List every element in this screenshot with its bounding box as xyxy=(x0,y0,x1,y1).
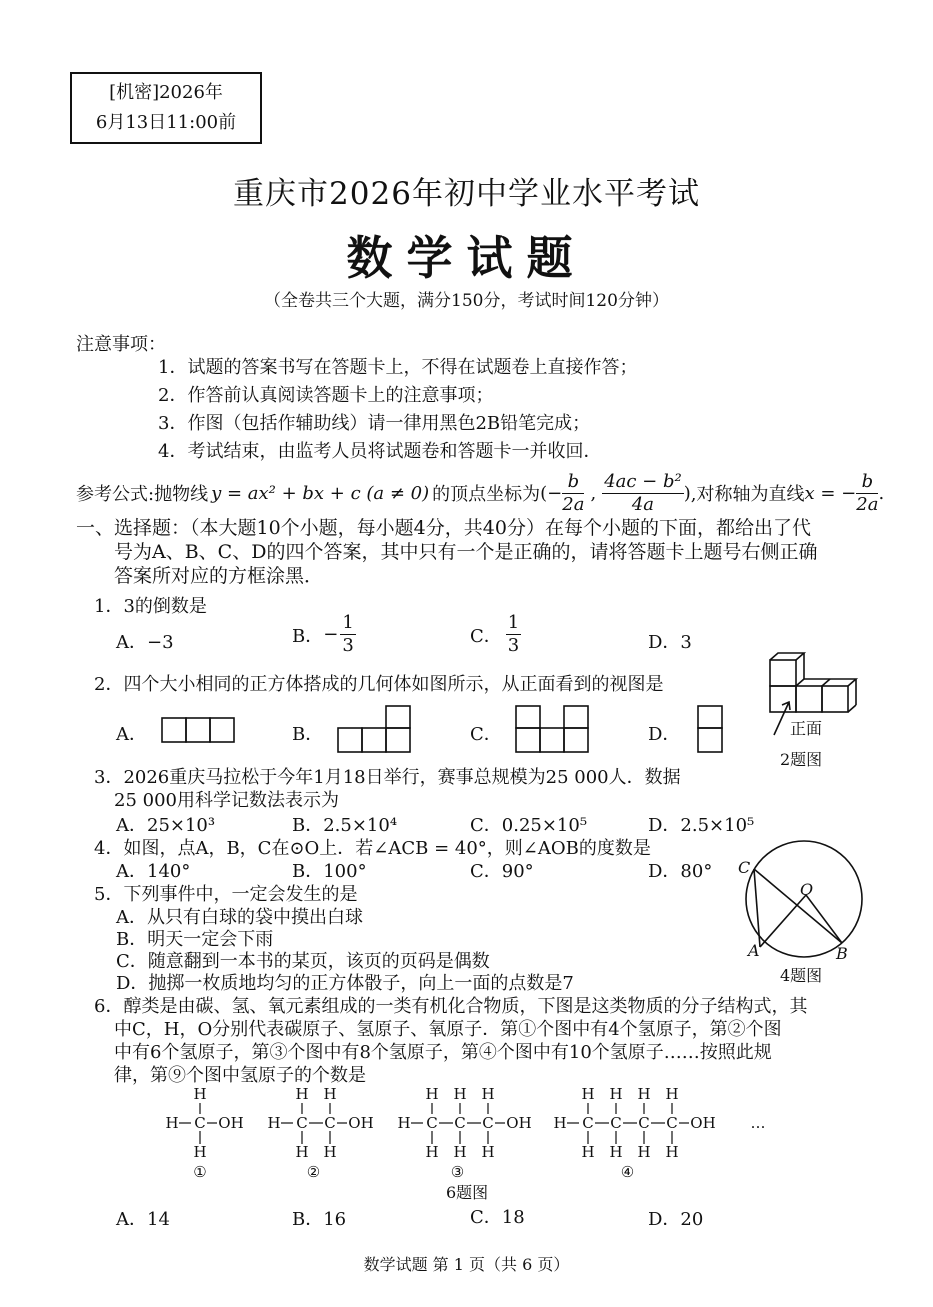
reference-formula: 参考公式:抛物线 y = ax² + bx + c (a ≠ 0) 的顶点坐标为 (− $\frac{b}{2a}$ , $\frac{\text{4ac − b²}}{4a}$ ) ,对称轴为直线 x = − $\frac{b}{2a}$ . xyxy=(76,470,885,515)
structure-number-label: ④ xyxy=(620,1163,635,1181)
section1-line1: 一、选择题：（本大题10个小题，每小题4分，共40分）在每个小题的下面，都给出了代 xyxy=(76,517,811,539)
q3-option-a: A．25×10³ xyxy=(116,815,216,836)
exam-name: 重庆市2026年初中学业水平考试 xyxy=(233,176,700,212)
q6-option-d: D．20 xyxy=(648,1209,704,1230)
confidential-line2: 6月13日11:00前 xyxy=(95,112,237,133)
hydrogen-atom: H xyxy=(193,1143,207,1161)
q2-option-b: B． xyxy=(292,724,324,745)
hydrogen-atom: H xyxy=(425,1085,439,1103)
hydroxyl-group: OH xyxy=(506,1114,532,1132)
carbon-atom: C xyxy=(610,1114,622,1132)
axis-text: ,对称轴为直线 xyxy=(690,484,805,505)
q2-view-d xyxy=(696,704,724,754)
axis-lhs: x = − xyxy=(804,482,857,504)
formula-expression: y = ax² + bx + c (a ≠ 0) xyxy=(211,482,430,504)
q3-option-c: C．0.25×10⁵ xyxy=(470,815,588,836)
hydrogen-atom: H xyxy=(295,1143,309,1161)
section1-line2: 号为A、B、C、D的四个答案，其中只有一个是正确的，请将答题卡上题号右侧正确 xyxy=(114,541,818,563)
hydrogen-atom: H xyxy=(323,1085,337,1103)
q4-option-a: A．140° xyxy=(116,861,191,882)
carbon-atom: C xyxy=(666,1114,678,1132)
note-item-1: 1．试题的答案书写在答题卡上，不得在试题卷上直接作答； xyxy=(158,357,638,378)
exam-subtitle: （全卷共三个大题，满分150分，考试时间120分钟） xyxy=(264,291,669,311)
hydrogen-atom: H xyxy=(453,1143,467,1161)
continuation-ellipsis: … xyxy=(750,1114,766,1132)
carbon-atom: C xyxy=(324,1114,336,1132)
structure-number-label: ① xyxy=(193,1163,207,1181)
hydrogen-atom: H xyxy=(665,1085,679,1103)
hydrogen-atom: H xyxy=(397,1114,411,1132)
q6-figure-caption: 6题图 xyxy=(446,1183,489,1202)
notes-heading: 注意事项： xyxy=(76,334,166,355)
hydroxyl-group: OH xyxy=(690,1114,716,1132)
q2-view-b xyxy=(336,704,414,754)
q1-option-b: B． − $\frac{1}{3}$ xyxy=(292,612,354,656)
carbon-atom: C xyxy=(582,1114,594,1132)
q4-option-b: B．100° xyxy=(292,861,367,882)
carbon-atom: C xyxy=(638,1114,650,1132)
q1-option-a: A．−3 xyxy=(116,632,174,653)
q6-line2: 中C，H，O分别代表碳原子、氢原子、氧原子．第①个图中有4个氢原子，第②个图 xyxy=(114,1019,782,1040)
hydrogen-atom: H xyxy=(481,1143,495,1161)
hydrogen-atom: H xyxy=(165,1114,179,1132)
subject-title: 数学试题 xyxy=(346,231,587,285)
carbon-atom: C xyxy=(194,1114,206,1132)
note-item-4: 4．考试结束，由监考人员将试题卷和答题卡一并收回． xyxy=(158,441,602,462)
hydrogen-atom: H xyxy=(553,1114,567,1132)
q5-stem: 5．下列事件中，一定会发生的是 xyxy=(94,884,358,905)
q2-figure-caption: 2题图 xyxy=(780,750,823,769)
formula-mid: 的顶点坐标为 xyxy=(432,484,541,505)
confidential-line1: [机密]2026年 xyxy=(109,82,223,103)
hydroxyl-group: OH xyxy=(348,1114,374,1132)
vertex-x-fraction: $\frac{b}{2a}$ xyxy=(562,470,585,515)
hydrogen-atom: H xyxy=(267,1114,281,1132)
section1-line3: 答案所对应的方框涂黑． xyxy=(114,565,324,587)
q1-option-c: C． $\frac{1}{3}$ xyxy=(470,612,520,656)
hydrogen-atom: H xyxy=(637,1085,651,1103)
page-footer: 数学试题 第 1 页（共 6 页） xyxy=(363,1255,570,1274)
carbon-atom: C xyxy=(296,1114,308,1132)
q5-option-d: D．抛掷一枚质地均匀的正方体骰子，向上一面的点数是7 xyxy=(116,973,574,994)
carbon-atom: C xyxy=(482,1114,494,1132)
q3-line1: 3．2026重庆马拉松于今年1月18日举行，赛事总规模为25 000人．数据 xyxy=(94,767,681,788)
q4-figure-caption: 4题图 xyxy=(780,966,823,985)
q4-option-c: C．90° xyxy=(470,861,534,882)
structure-number-label: ② xyxy=(306,1163,321,1181)
q4-point-a: A xyxy=(748,941,760,960)
q1-option-d: D．3 xyxy=(648,632,692,653)
hydrogen-atom: H xyxy=(425,1143,439,1161)
q2-option-d: D． xyxy=(648,724,681,745)
q2-view-a xyxy=(160,716,236,744)
hydrogen-atom: H xyxy=(323,1143,337,1161)
q2-option-c: C． xyxy=(470,724,502,745)
q6-option-a: A．14 xyxy=(116,1209,170,1230)
vertex-y-fraction: $\frac{\text{4ac − b²}}{4a}$ xyxy=(604,470,682,515)
structure-number-label: ③ xyxy=(450,1163,465,1181)
hydrogen-atom: H xyxy=(609,1143,623,1161)
q2-view-c xyxy=(514,704,592,754)
q2-stem: 2．四个大小相同的正方体搭成的几何体如图所示，从正面看到的视图是 xyxy=(94,674,664,695)
q2-front-label: 正面 xyxy=(790,719,823,738)
carbon-atom: C xyxy=(454,1114,466,1132)
q3-option-b: B．2.5×10⁴ xyxy=(292,815,398,836)
hydrogen-atom: H xyxy=(295,1085,309,1103)
q1-stem: 1．3的倒数是 xyxy=(94,596,207,617)
q4-option-d: D．80° xyxy=(648,861,713,882)
q4-point-c: C xyxy=(738,858,751,877)
hydrogen-atom: H xyxy=(453,1085,467,1103)
carbon-atom: C xyxy=(426,1114,438,1132)
note-item-3: 3．作图（包括作辅助线）请一律用黑色2B铅笔完成； xyxy=(158,413,591,434)
q4-point-o: O xyxy=(800,880,814,899)
q3-option-d: D．2.5×10⁵ xyxy=(648,815,755,836)
q5-option-c: C．随意翻到一本书的某页，该页的页码是偶数 xyxy=(116,951,490,972)
hydrogen-atom: H xyxy=(581,1143,595,1161)
hydroxyl-group: OH xyxy=(218,1114,244,1132)
formula-prefix: 参考公式:抛物线 xyxy=(76,484,209,505)
hydrogen-atom: H xyxy=(637,1143,651,1161)
q6-option-b: B．16 xyxy=(292,1209,347,1230)
q6-option-c: C．18 xyxy=(470,1207,525,1228)
note-item-2: 2．作答前认真阅读答题卡上的注意事项； xyxy=(158,385,494,406)
q6-line4: 律，第⑨个图中氢原子的个数是 xyxy=(114,1065,366,1086)
q6-line3: 中有6个氢原子，第③个图中有8个氢原子，第④个图中有10个氢原子……按照此规 xyxy=(114,1042,772,1063)
hydrogen-atom: H xyxy=(581,1085,595,1103)
q5-option-b: B．明天一定会下雨 xyxy=(116,929,274,950)
q3-line2: 25 000用科学记数法表示为 xyxy=(114,790,339,811)
q5-option-a: A．从只有白球的袋中摸出白球 xyxy=(116,907,363,928)
confidential-box xyxy=(70,72,262,144)
hydrogen-atom: H xyxy=(481,1085,495,1103)
hydrogen-atom: H xyxy=(609,1085,623,1103)
q4-point-b: B xyxy=(836,944,848,963)
q2-option-a: A． xyxy=(116,724,147,745)
hydrogen-atom: H xyxy=(193,1085,207,1103)
q4-stem: 4．如图，点A，B，C在⊙O上．若∠ACB = 40°，则∠AOB的度数是 xyxy=(94,838,651,859)
hydrogen-atom: H xyxy=(665,1143,679,1161)
axis-fraction: $\frac{b}{2a}$ xyxy=(856,470,879,515)
q6-line1: 6．醇类是由碳、氢、氧元素组成的一类有机化合物质，下图是这类物质的分子结构式，其 xyxy=(94,996,808,1017)
